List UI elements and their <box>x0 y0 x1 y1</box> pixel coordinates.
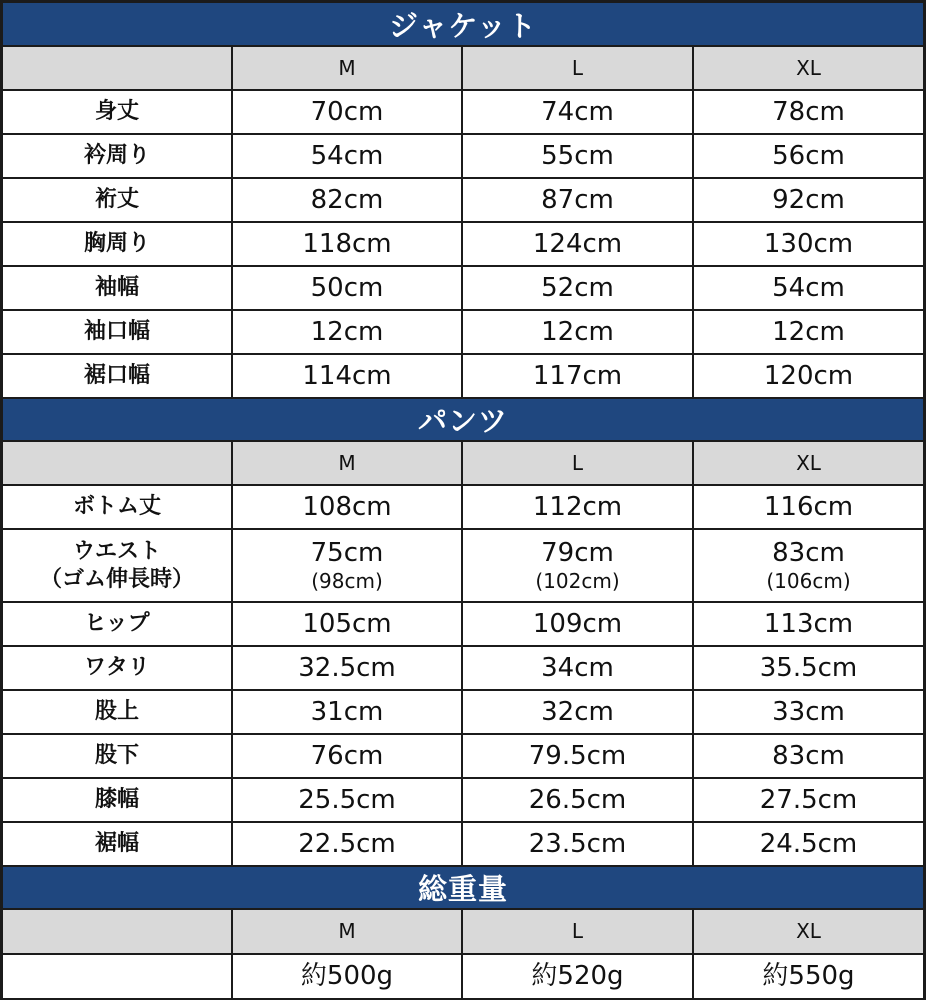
value-l: 109cm <box>463 603 692 645</box>
value-l: 124cm <box>463 223 692 265</box>
value-xl: 33cm <box>694 691 923 733</box>
value-l: 12cm <box>463 311 692 353</box>
value-m: 70cm <box>233 91 461 133</box>
pants-header-l: L <box>463 442 692 484</box>
pants-row-hip <box>3 603 923 645</box>
jacket-header-row <box>3 47 923 89</box>
row-label: 袖口幅 <box>3 311 231 353</box>
value-m: 82cm <box>233 179 461 221</box>
row-label: 股下 <box>3 735 231 777</box>
jacket-header-blank <box>3 47 231 89</box>
pants-row-inseam <box>3 735 923 777</box>
row-label: 膝幅 <box>3 779 231 821</box>
value-m: 12cm <box>233 311 461 353</box>
jacket-row-cuff-width <box>3 311 923 353</box>
value-xl: 83cm <box>772 537 845 568</box>
value-xl: 130cm <box>694 223 923 265</box>
value-l: 約520g <box>463 955 692 998</box>
row-label: 裾幅 <box>3 823 231 865</box>
row-label: 股上 <box>3 691 231 733</box>
row-label: 身丈 <box>3 91 231 133</box>
weight-row <box>3 955 923 998</box>
value-xl-stretched: (106cm) <box>766 569 851 594</box>
row-label: 衿周り <box>3 135 231 177</box>
value-l: 79cm <box>541 537 614 568</box>
weight-header-blank <box>3 910 231 953</box>
weight-section-title: 総重量 <box>3 867 923 908</box>
value-m-cell <box>233 530 461 601</box>
value-l: 74cm <box>463 91 692 133</box>
jacket-row-hem-width <box>3 355 923 397</box>
jacket-header-xl: XL <box>694 47 923 89</box>
pants-row-knee <box>3 779 923 821</box>
value-l: 52cm <box>463 267 692 309</box>
value-xl: 54cm <box>694 267 923 309</box>
row-label: ワタリ <box>3 647 231 689</box>
value-xl: 12cm <box>694 311 923 353</box>
pants-row-length <box>3 486 923 528</box>
row-label-waist <box>3 530 231 601</box>
value-l: 117cm <box>463 355 692 397</box>
value-l: 26.5cm <box>463 779 692 821</box>
value-l: 87cm <box>463 179 692 221</box>
pants-row-hem <box>3 823 923 865</box>
value-l: 55cm <box>463 135 692 177</box>
value-l-cell <box>463 530 692 601</box>
value-l: 34cm <box>463 647 692 689</box>
value-l: 32cm <box>463 691 692 733</box>
value-xl: 92cm <box>694 179 923 221</box>
weight-header-row <box>3 910 923 953</box>
pants-header-m: M <box>233 442 461 484</box>
jacket-row-sleeve-width <box>3 267 923 309</box>
value-xl: 約550g <box>694 955 923 998</box>
row-label: ウエスト <box>72 539 161 564</box>
row-label: ヒップ <box>3 603 231 645</box>
value-xl: 113cm <box>694 603 923 645</box>
jacket-header-l: L <box>463 47 692 89</box>
value-xl: 78cm <box>694 91 923 133</box>
value-xl: 27.5cm <box>694 779 923 821</box>
weight-header-l: L <box>463 910 692 953</box>
value-xl: 35.5cm <box>694 647 923 689</box>
pants-header-xl: XL <box>694 442 923 484</box>
jacket-row-collar <box>3 135 923 177</box>
value-m: 105cm <box>233 603 461 645</box>
pants-header-blank <box>3 442 231 484</box>
pants-section-title: パンツ <box>3 399 923 440</box>
weight-header-m: M <box>233 910 461 953</box>
value-m: 32.5cm <box>233 647 461 689</box>
jacket-row-sleeve-length <box>3 179 923 221</box>
pants-row-rise <box>3 691 923 733</box>
value-xl: 24.5cm <box>694 823 923 865</box>
row-label-note: （ゴム伸長時） <box>39 566 194 592</box>
row-label <box>3 955 231 998</box>
value-m: 50cm <box>233 267 461 309</box>
value-m-stretched: (98cm) <box>311 569 383 594</box>
row-label: ボトム丈 <box>3 486 231 528</box>
value-m: 22.5cm <box>233 823 461 865</box>
jacket-row-chest <box>3 223 923 265</box>
value-xl-cell <box>694 530 923 601</box>
value-l: 79.5cm <box>463 735 692 777</box>
row-label: 裾口幅 <box>3 355 231 397</box>
row-label: 裄丈 <box>3 179 231 221</box>
value-l: 23.5cm <box>463 823 692 865</box>
value-l-stretched: (102cm) <box>535 569 620 594</box>
value-m: 76cm <box>233 735 461 777</box>
value-xl: 83cm <box>694 735 923 777</box>
value-m: 75cm <box>310 537 384 568</box>
jacket-row-body-length <box>3 91 923 133</box>
value-xl: 120cm <box>694 355 923 397</box>
pants-row-thigh <box>3 647 923 689</box>
value-m: 約500g <box>233 955 461 998</box>
pants-row-waist <box>3 530 923 601</box>
value-l: 112cm <box>463 486 692 528</box>
weight-header-xl: XL <box>694 910 923 953</box>
value-xl: 116cm <box>694 486 923 528</box>
jacket-section-title: ジャケット <box>3 3 923 45</box>
jacket-header-m: M <box>233 47 461 89</box>
value-m: 54cm <box>233 135 461 177</box>
row-label: 袖幅 <box>3 267 231 309</box>
value-m: 118cm <box>233 223 461 265</box>
value-xl: 56cm <box>694 135 923 177</box>
pants-header-row <box>3 442 923 484</box>
value-m: 108cm <box>233 486 461 528</box>
value-m: 114cm <box>233 355 461 397</box>
row-label: 胸周り <box>3 223 231 265</box>
value-m: 31cm <box>233 691 461 733</box>
value-m: 25.5cm <box>233 779 461 821</box>
